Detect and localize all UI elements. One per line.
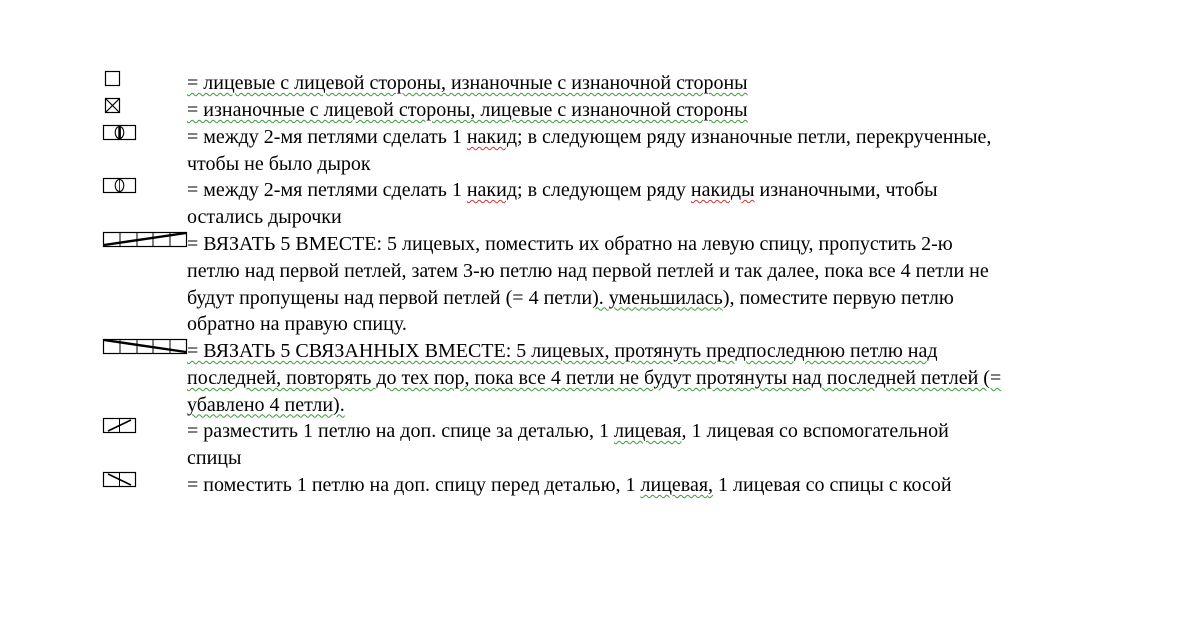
- legend-symbols: [0, 0, 200, 500]
- legend-segment: последней, повторять до тех пор, пока все 4 петли не будут протянуты над последней петлей (=: [187, 366, 1002, 389]
- legend-line: [187, 365, 1147, 392]
- legend-segment: лицевая: [613, 420, 682, 442]
- legend-line: [187, 311, 1147, 338]
- twisted-yarn-over-icon: [104, 126, 136, 140]
- legend-segment: петлю над первой петлей, затем 3-ю петлю над первой петлей и так далее, пока все 4 петли не: [187, 259, 989, 282]
- legend-segment: = ВЯЗАТЬ 5 СВЯЗАННЫХ ВМЕСТЕ: 5 лицевых, протянуть предпоследнюю петлю над: [187, 340, 938, 362]
- legend-segment: накид: [466, 126, 518, 148]
- legend-segment: спицы: [187, 446, 242, 469]
- legend-line: [187, 392, 1147, 419]
- legend-text: [187, 472, 1147, 499]
- legend-segment: 1 лицевая со спицы с косой: [713, 474, 952, 496]
- legend-segment: лицевая: [640, 474, 709, 496]
- legend-segment: накиды: [690, 179, 755, 201]
- legend-segment: изнаночными, чтобы: [754, 179, 938, 201]
- legend-text: [187, 231, 1147, 338]
- legend-segment: обратно на правую спицу.: [187, 313, 407, 336]
- legend-line: [187, 204, 1147, 231]
- crossed-square-icon: [106, 99, 120, 113]
- legend-segment: = лицевые с лицевой стороны, изнаночные с изнаночной стороны: [187, 72, 748, 94]
- legend-segment: остались дырочки: [187, 205, 342, 228]
- legend-segment: = поместить 1 петлю на доп. спицу перед деталью, 1: [187, 474, 641, 496]
- legend-text: [187, 338, 1147, 418]
- knit-5-together-right-icon: [104, 340, 187, 354]
- legend-text: [187, 124, 1147, 178]
- legend-line: [187, 285, 1147, 312]
- legend-line: [187, 151, 1147, 178]
- legend-segment: = между 2-мя петлями сделать 1: [187, 126, 467, 148]
- legend-segment: ), поместите первую петлю: [722, 286, 954, 309]
- legend-line: [187, 70, 1147, 97]
- legend-line: [187, 231, 1147, 258]
- legend-segment: убавлено 4 петли).: [187, 393, 345, 416]
- legend-line: [187, 418, 1147, 445]
- legend-segment: = изнаночные с лицевой стороны, лицевые с изнаночной стороны: [187, 99, 748, 121]
- legend-segment: чтобы не было дырок: [187, 152, 371, 175]
- legend-line: [187, 338, 1147, 365]
- legend-segment: = разместить 1 петлю на доп. спице за деталью, 1: [187, 420, 614, 442]
- legend-segment: , 1 лицевая со вспомогательной: [681, 420, 949, 442]
- legend-segment: уменьшилась: [608, 286, 723, 309]
- legend-text: [187, 97, 1147, 124]
- legend-segment: ; в следующем ряду изнаночные петли, перекрученные,: [517, 126, 992, 148]
- yarn-over-icon: [104, 179, 136, 193]
- legend-line: [187, 258, 1147, 285]
- legend-line: [187, 97, 1147, 124]
- legend-line: [187, 445, 1147, 472]
- legend-segment: ).: [592, 286, 609, 309]
- cross-behind-icon: [104, 419, 136, 433]
- legend-segment: будут пропущены над первой петлей (= 4 петли: [187, 286, 593, 309]
- legend-line: [187, 472, 1147, 499]
- open-square-icon: [106, 72, 120, 86]
- legend-line: [187, 124, 1147, 151]
- pass-over-5-left-icon: [104, 233, 187, 247]
- legend-segment: = между 2-мя петлями сделать 1: [187, 179, 467, 201]
- legend-segment: накид: [466, 179, 518, 201]
- legend-segment: ,: [708, 474, 714, 496]
- legend-text: [187, 177, 1147, 231]
- legend-text: [187, 418, 1147, 472]
- cross-front-icon: [104, 473, 136, 487]
- legend-line: [187, 177, 1147, 204]
- legend-text: [187, 70, 1147, 97]
- legend-segment: = ВЯЗАТЬ 5 ВМЕСТЕ: 5 лицевых, поместить их обратно на левую спицу, пропустить 2-ю: [187, 233, 953, 255]
- legend-segment: ; в следующем ряду: [517, 179, 691, 201]
